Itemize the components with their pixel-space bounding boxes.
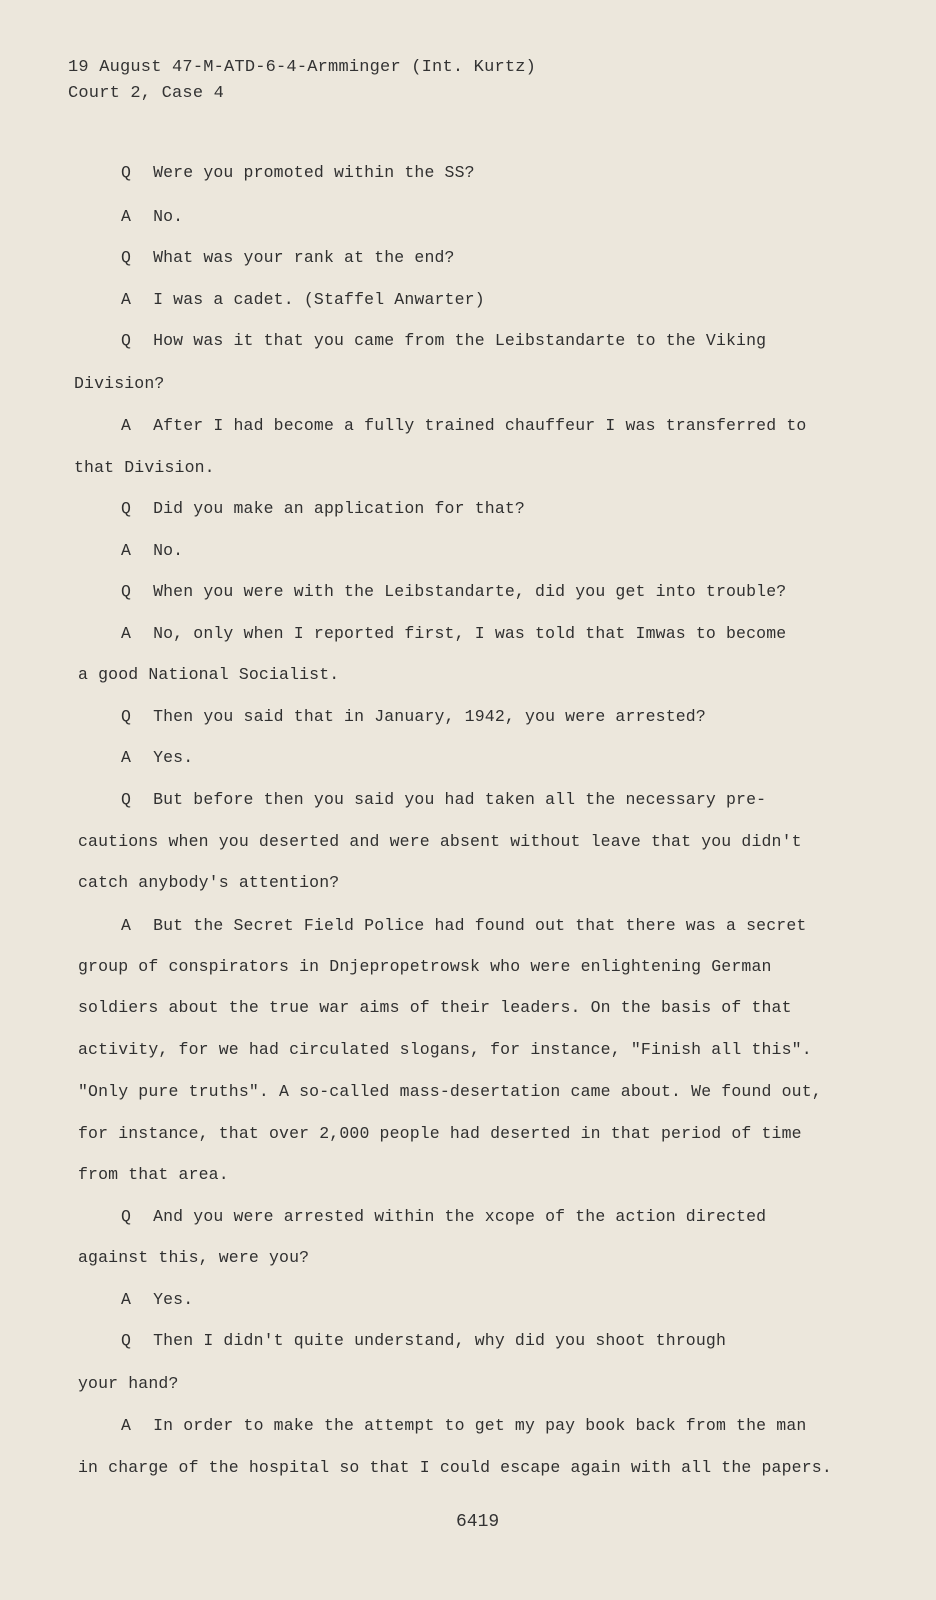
transcript-line [78, 1374, 179, 1393]
transcript-line [121, 416, 806, 435]
line-text: But the Secret Field Police had found out that there was a secret [153, 916, 807, 935]
transcript-line [121, 624, 786, 643]
answer-label: A [121, 416, 132, 435]
line-text: No. [153, 541, 184, 560]
question-label: Q [121, 790, 132, 809]
transcript-line [121, 331, 766, 350]
line-text: group of conspirators in Dnjepropetrowsk who were enlightening German [78, 957, 772, 976]
page-number: 6419 [456, 1512, 500, 1532]
line-text: No, only when I reported first, I was told that Imwas to become [153, 624, 787, 643]
line-text: Then you said that in January, 1942, you were arrested? [153, 707, 706, 726]
transcript-line [121, 163, 475, 182]
line-text: a good National Socialist. [78, 665, 340, 684]
transcript-line [121, 790, 766, 809]
line-text: activity, for we had circulated slogans, for instance, "Finish all this". [78, 1040, 812, 1059]
transcript-line [121, 582, 786, 601]
line-text: Were you promoted within the SS? [153, 163, 475, 182]
line-text: How was it that you came from the Leibstandarte to the Viking [153, 331, 767, 350]
question-label: Q [121, 248, 132, 267]
transcript-line [78, 1082, 822, 1101]
line-text: catch anybody's attention? [78, 873, 340, 892]
transcript-line [121, 1416, 806, 1435]
header-line-2: Court 2, Case 4 [68, 84, 225, 103]
line-text: Then I didn't quite understand, why did you shoot through [153, 1331, 727, 1350]
line-text: Yes. [153, 748, 194, 767]
transcript-line [78, 998, 792, 1017]
transcript-line [78, 665, 339, 684]
transcript-line [78, 832, 802, 851]
transcript-line [121, 541, 183, 560]
line-text: No. [153, 207, 184, 226]
line-text: Did you make an application for that? [153, 499, 525, 518]
line-text: cautions when you deserted and were absent without leave that you didn't [78, 832, 802, 851]
line-text: "Only pure truths". A so-called mass-desertation came about. We found out, [78, 1082, 822, 1101]
line-text: I was a cadet. (Staffel Anwarter) [153, 290, 485, 309]
transcript-line [78, 1458, 832, 1477]
transcript-line [78, 1124, 802, 1143]
answer-label: A [121, 207, 132, 226]
transcript-line [121, 748, 193, 767]
answer-label: A [121, 290, 132, 309]
line-text: in charge of the hospital so that I could escape again with all the papers. [78, 1458, 832, 1477]
question-label: Q [121, 163, 132, 182]
line-text: Yes. [153, 1290, 194, 1309]
transcript-line [121, 248, 455, 267]
transcript-line [121, 1207, 766, 1226]
line-text: After I had become a fully trained chauffeur I was transferred to [153, 416, 807, 435]
transcript-line [78, 873, 339, 892]
transcript-line [121, 707, 706, 726]
question-label: Q [121, 1207, 132, 1226]
line-text: soldiers about the true war aims of their leaders. On the basis of that [78, 998, 792, 1017]
question-label: Q [121, 1331, 132, 1350]
transcript-line [78, 1248, 309, 1267]
line-text: What was your rank at the end? [153, 248, 455, 267]
transcript-line [74, 374, 164, 393]
transcript-line [121, 499, 525, 518]
transcript-line [78, 1165, 229, 1184]
line-text: against this, were you? [78, 1248, 310, 1267]
question-label: Q [121, 331, 132, 350]
answer-label: A [121, 624, 132, 643]
question-label: Q [121, 499, 132, 518]
transcript-line [121, 1290, 193, 1309]
transcript-line [121, 916, 806, 935]
line-text: But before then you said you had taken all the necessary pre- [153, 790, 767, 809]
answer-label: A [121, 541, 132, 560]
transcript-line [121, 290, 485, 309]
transcript-line [78, 957, 772, 976]
question-label: Q [121, 582, 132, 601]
line-text: And you were arrested within the xcope of the action directed [153, 1207, 767, 1226]
line-text: When you were with the Leibstandarte, did you get into trouble? [153, 582, 787, 601]
question-label: Q [121, 707, 132, 726]
answer-label: A [121, 1290, 132, 1309]
line-text: from that area. [78, 1165, 229, 1184]
line-text: your hand? [78, 1374, 179, 1393]
answer-label: A [121, 748, 132, 767]
line-text: In order to make the attempt to get my pay book back from the man [153, 1416, 807, 1435]
transcript-line [74, 458, 215, 477]
line-text: Division? [74, 374, 165, 393]
line-text: for instance, that over 2,000 people had deserted in that period of time [78, 1124, 802, 1143]
header-line-1: 19 August 47-M-ATD-6-4-Armminger (Int. Kurtz) [68, 58, 537, 77]
line-text: that Division. [74, 458, 215, 477]
transcript-line [78, 1040, 812, 1059]
answer-label: A [121, 916, 132, 935]
transcript-line [121, 207, 183, 226]
transcript-line [121, 1331, 726, 1350]
answer-label: A [121, 1416, 132, 1435]
